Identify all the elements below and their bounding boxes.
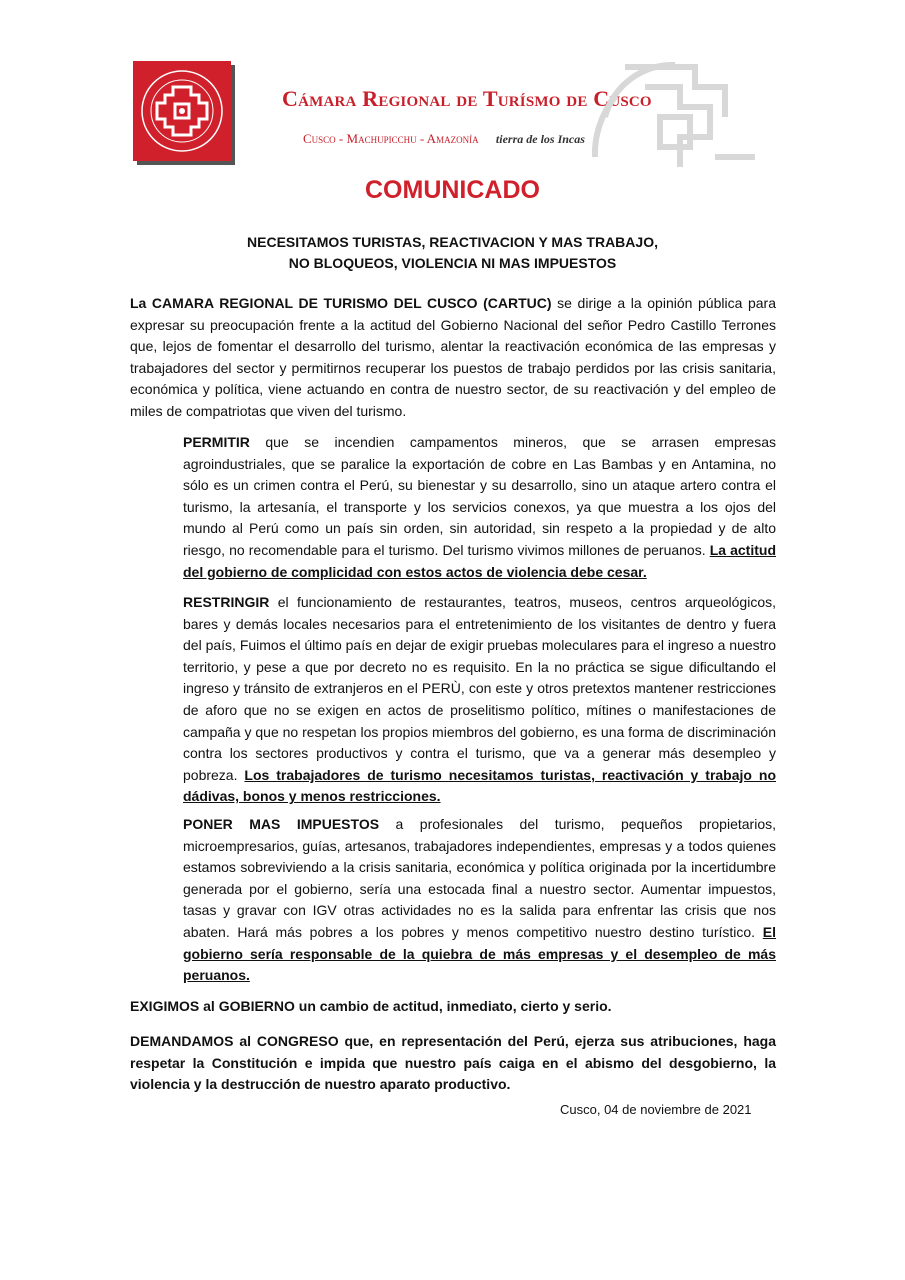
- cartuc-chakana-logo-icon: [133, 61, 231, 161]
- subtitle-line-2: NO BLOQUEOS, VIOLENCIA NI MAS IMPUESTOS: [288, 255, 617, 271]
- point-emphasis: La actitud del gobierno de complicidad con estos actos de violencia debe cesar.: [183, 541, 776, 580]
- document-date: Cusco, 04 de noviembre de 2021: [560, 1102, 752, 1117]
- subtitle-line-1: NECESITAMOS TURISTAS, REACTIVACION Y MAS TRABAJO,: [247, 234, 658, 250]
- organization-name: Cámara Regional de Turísmo de Cusco: [282, 86, 652, 111]
- tagline-places: Cusco - Machupicchu - Amazonía: [303, 131, 479, 146]
- demand-congreso: DEMANDAMOS al CONGRESO que, en representación del Perú, ejerza sus atribuciones, haga respetar la Constitución e impida que nuestro país caiga en el abismo del desgobierno, la violencia y la destrucción de nuestro aparato productivo.: [130, 1033, 776, 1093]
- document-title: COMUNICADO: [365, 176, 540, 204]
- point-text: que se incendien campamentos mineros, que se arrasen empresas agroindustriales, que se paralice la exportación de cobre en Las Bambas y en Antamina, no sólo es un crimen contra el Perú, su bienestar y su desarrollo, sino un ataque artero contra el turismo, la artesanía, el transporte y los servicios conexos, ya que muestra a los ojos del mundo al Perú como un país sin orden, sin autoridad, sin respeto a la propiedad y de alto riesgo, no recomendable para el turismo. Del turismo vivimos millones de peruanos.: [183, 434, 776, 558]
- point-lead: PERMITIR: [183, 434, 250, 450]
- letterhead: [0, 0, 905, 175]
- document-subtitle: [0, 232, 905, 274]
- point-emphasis: Los trabajadores de turismo necesitamos turistas, reactivación y trabajo no dádivas, bonos y menos restricciones.: [183, 766, 776, 805]
- intro-lead: La CAMARA REGIONAL DE TURISMO DEL CUSCO (CARTUC): [130, 295, 552, 311]
- demand-gobierno: EXIGIMOS al GOBIERNO un cambio de actitud, inmediato, cierto y serio.: [130, 998, 612, 1014]
- point-restringir: [183, 592, 776, 808]
- point-impuestos: [183, 814, 776, 987]
- point-emphasis: El gobierno sería responsable de la quiebra de más empresas y el desempleo de más peruanos.: [183, 923, 776, 984]
- point-lead: PONER MAS IMPUESTOS: [183, 816, 380, 832]
- point-lead: RESTRINGIR: [183, 594, 270, 610]
- point-permitir: [183, 432, 776, 583]
- point-text: a profesionales del turismo, pequeños propietarios, microempresarios, guías, artesanos, trabajadores independientes, empresas y a todos quienes estamos sobreviviendo a la crisis sanitaria, económica y política originada por la incertidumbre generada por el gobierno, sería una estocada final a nuestro sector. Aumentar impuestos, tasas y gravar con IGV otras actividades no es la salida para enfrentar las crisis que nos abaten. Hará más pobres a los pobres y menos competitivo nuestro destino turístico.: [183, 816, 776, 940]
- intro-text: se dirige a la opinión pública para expresar su preocupación frente a la actitud del Gobierno Nacional del señor Pedro Castillo Terrones que, lejos de fomentar el desarrollo del turismo, alentar la reactivación económica de las empresas y trabajadores del sector y permitirnos recuperar los puestos de trabajo perdidos por las crisis sanitaria, económica y política, viene actuando en contra de nuestro sector, de su reactivación y del empleo de miles de compatriotas que viven del turismo.: [130, 295, 776, 419]
- intro-paragraph: [130, 293, 776, 423]
- tagline: [303, 131, 585, 147]
- tagline-motto: tierra de los Incas: [495, 132, 585, 146]
- cartuc-logo: [133, 61, 231, 161]
- point-text: el funcionamiento de restaurantes, teatros, museos, centros arqueológicos, bares y demás locales necesarios para el entretenimiento de los visitantes de dentro y fuera del país, Fuimos el último país en dejar de exigir pruebas moleculares para el ingreso a nuestro territorio, y pese a que por decreto no es requisito. En la no práctica se sigue dificultando el ingreso y tránsito de extranjeros en el PERÙ, con este y otros pretextos mantener restricciones de aforo que no se exigen en actos de proselitismo político, mítines o manifestaciones de campaña y que no respetan los propios miembros del gobierno, es una forma de discriminación contra los sectores productivos y contra el turismo, que va a generar más desempleo y pobreza.: [183, 594, 776, 783]
- watermark-logo-icon: [585, 57, 765, 177]
